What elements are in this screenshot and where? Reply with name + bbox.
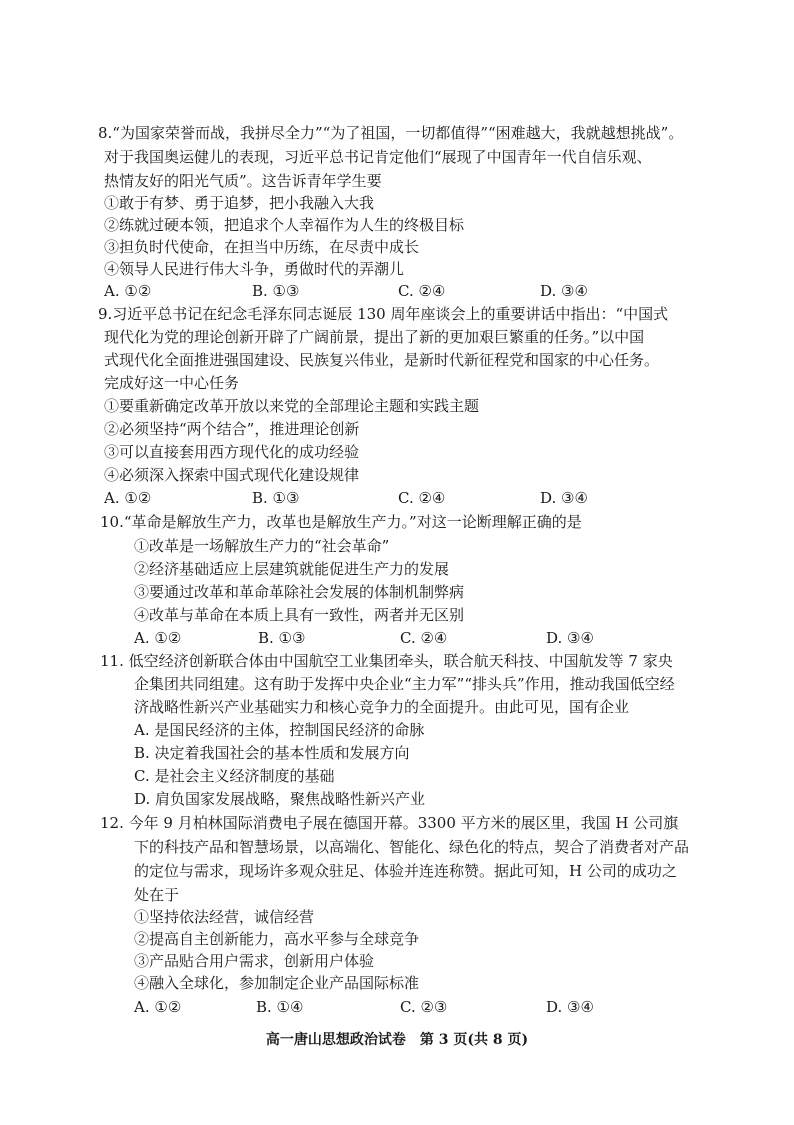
choice-d[interactable]: D. ③④: [540, 489, 588, 507]
question-11-option-c[interactable]: C. 是社会主义经济制度的基础: [134, 767, 335, 785]
question-9-stem-line: 完成好这一中心任务: [104, 374, 240, 392]
question-12-stem-line: 的定位与需求，现场许多观众驻足、体验并连连称赞。据此可知，H 公司的成功之: [134, 862, 677, 880]
question-10-option: ④改革与革命在本质上具有一致性，两者并无区别: [134, 606, 465, 624]
question-8-stem-line: 对于我国奥运健儿的表现，习近平总书记肯定他们“展现了中国青年一代自信乐观、: [104, 148, 652, 166]
choice-d[interactable]: D. ③④: [546, 998, 594, 1016]
choice-d[interactable]: D. ③④: [546, 629, 594, 647]
question-12-stem-line: 12. 今年 9 月柏林国际消费电子展在德国开幕。3300 平方米的展区里，我国 H 公司旗: [100, 814, 679, 832]
choice-b[interactable]: B. ①③: [258, 629, 306, 647]
question-9-stem-line: 现代化为党的理论创新开辟了广阔前景，提出了新的更加艰巨繁重的任务。”以中国: [104, 328, 645, 346]
choice-c[interactable]: C. ②④: [400, 629, 448, 647]
question-9-stem-line: 式现代化全面推进强国建设、民族复兴伟业，是新时代新征程党和国家的中心任务。: [104, 351, 660, 369]
question-9-stem-line: 9.习近平总书记在纪念毛泽东同志诞辰 130 周年座谈会上的重要讲话中指出：“中国式: [98, 305, 669, 323]
question-10-choices: [0, 627, 794, 649]
choice-b[interactable]: B. ①③: [252, 282, 300, 300]
question-12-option: ②提高自主创新能力，高水平参与全球竞争: [134, 930, 420, 948]
question-8-choices: [0, 280, 794, 302]
question-11-option-d[interactable]: D. 肩负国家发展战略，聚焦战略性新兴产业: [134, 790, 426, 808]
question-9-choices: [0, 487, 794, 509]
question-11-stem-line: 济战略性新兴产业基础实力和核心竞争力的全面提升。由此可见，国有企业: [134, 698, 630, 716]
question-11-option-a[interactable]: A. 是国民经济的主体，控制国民经济的命脉: [134, 721, 425, 739]
choice-c[interactable]: C. ②③: [400, 998, 448, 1016]
choice-c[interactable]: C. ②④: [398, 282, 446, 300]
choice-a[interactable]: A. ①②: [104, 282, 152, 300]
question-10-stem-line: 10.“革命是解放生产力，改革也是解放生产力。”对这一论断理解正确的是: [100, 513, 582, 531]
question-10-option: ①改革是一场解放生产力的“社会革命”: [134, 537, 390, 555]
choice-d[interactable]: D. ③④: [540, 282, 588, 300]
question-8-stem-line: 热情友好的阳光气质”。这告诉青年学生要: [104, 172, 382, 190]
choice-a[interactable]: A. ①②: [104, 489, 152, 507]
question-8-option: ②练就过硬本领，把追求个人幸福作为人生的终极目标: [104, 216, 465, 234]
question-10-option: ②经济基础适应上层建筑就能促进生产力的发展: [134, 560, 450, 578]
question-9-option: ④必须深入探索中国式现代化建设规律: [104, 466, 360, 484]
question-11-stem-line: 企集团共同组建。这有助于发挥中央企业“主力军”“排头兵”作用，推动我国低空经: [134, 675, 675, 693]
question-11-stem-line: 11. 低空经济创新联合体由中国航空工业集团牵头，联合航天科技、中国航发等 7 家央: [100, 652, 673, 670]
choice-c[interactable]: C. ②④: [398, 489, 446, 507]
question-8-option: ③担负时代使命，在担当中历练，在尽责中成长: [104, 238, 420, 256]
question-12-option: ①坚持依法经营，诚信经营: [134, 908, 315, 926]
question-9-option: ①要重新确定改革开放以来党的全部理论主题和实践主题: [104, 397, 480, 415]
choice-a[interactable]: A. ①②: [134, 998, 182, 1016]
question-10-option: ③要通过改革和革命革除社会发展的体制机制弊病: [134, 583, 465, 601]
page-footer: 高一唐山思想政治试卷 第 3 页(共 8 页): [265, 1032, 529, 1048]
question-8-stem-line: 8.“为国家荣誉而战，我拼尽全力”“为了祖国，一切都值得”“困难越大，我就越想挑战”。: [98, 124, 684, 142]
question-12-stem-line: 处在于: [134, 886, 180, 904]
question-12-option: ③产品贴合用户需求，创新用户体验: [134, 952, 375, 970]
choice-a[interactable]: A. ①②: [134, 629, 182, 647]
question-9-option: ③可以直接套用西方现代化的成功经验: [104, 443, 360, 461]
question-11-option-b[interactable]: B. 决定着我国社会的基本性质和发展方向: [134, 744, 410, 762]
choice-b[interactable]: B. ①④: [256, 998, 304, 1016]
question-8-option: ④领导人民进行伟大斗争，勇做时代的弄潮儿: [104, 260, 405, 278]
question-9-option: ②必须坚持“两个结合”，推进理论创新: [104, 420, 360, 438]
question-8-option: ①敢于有梦、勇于追梦，把小我融入大我: [104, 194, 375, 212]
question-12-option: ④融入全球化，参加制定企业产品国际标准: [134, 974, 420, 992]
choice-b[interactable]: B. ①③: [252, 489, 300, 507]
question-12-stem-line: 下的科技产品和智慧场景，以高端化、智能化、绿色化的特点，契合了消费者对产品: [134, 838, 690, 856]
question-12-choices: [0, 996, 794, 1018]
